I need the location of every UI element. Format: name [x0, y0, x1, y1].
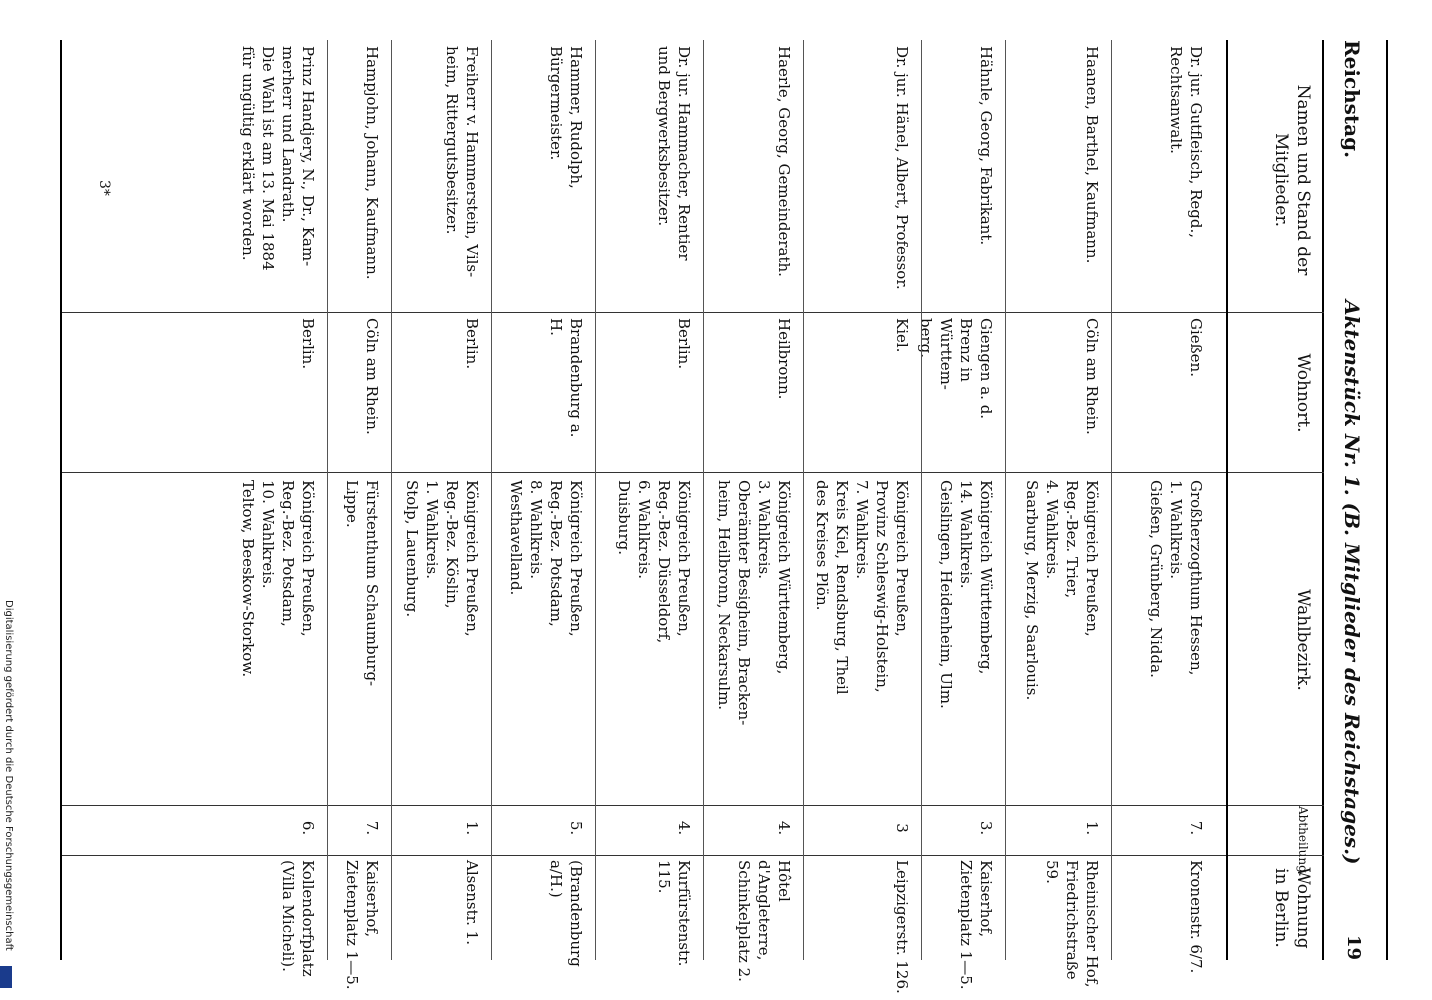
division-number: 1. — [463, 820, 481, 836]
row-divider — [703, 40, 704, 960]
electoral-district: Königreich Preußen, Reg.-Bez. Trier, 4. Wahlkreis. Saarburg, Merzig, Saarlouis. — [1023, 480, 1101, 701]
header-left: Reichstag. — [1340, 40, 1364, 159]
header-bottom-rule — [1226, 40, 1228, 960]
electoral-district: Königreich Preußen, Reg.-Bez. Düsseldorf, 6. Wahlkreis. Duisburg. — [615, 480, 693, 644]
electoral-district: Großherzogthum Hessen, 1. Wahlkreis. Gießen, Grünberg, Nidda. — [1147, 480, 1205, 678]
member-name: Haerle, Georg, Gemeinderath. — [775, 46, 793, 277]
berlin-address: (Brandenburg a/H.) — [547, 860, 585, 967]
column-header-wahlbezirk: Wahlbezirk. — [1293, 589, 1313, 691]
margin-note — [0, 600, 14, 980]
division-number: 1. — [1083, 820, 1101, 836]
member-name: Hampjohn, Johann, Kaufmann. — [363, 46, 381, 280]
column-header-names: Namen und Stand der Mitglieder. — [1271, 84, 1313, 276]
electoral-district: Fürstenthum Schaumburg- Lippe. — [343, 480, 381, 687]
electoral-district: Königreich Württemberg, 14. Wahlkreis. Geislingen, Heidenheim, Ulm. — [937, 480, 995, 709]
column-header-abtheilung: Abtheilung. — [1296, 806, 1310, 877]
member-name: Freiherr v. Hammerstein, Vils- heim, Rittergutsbesitzer. — [443, 46, 481, 278]
signature-mark: 3* — [96, 180, 112, 196]
berlin-address: Alsenstr. 1. — [463, 860, 481, 945]
funding-note: Digitalisierung gefördert durch die Deutsche Forschungsgemeinschaft — [3, 600, 14, 951]
member-residence: Berlin. — [463, 318, 481, 370]
electoral-district: Königreich Württemberg, 3. Wahlkreis. Oberämter Besigheim, Bracken- heim, Heilbronn, Neckarsulm. — [715, 480, 793, 726]
row-divider — [491, 40, 492, 960]
division-number: 5. — [567, 820, 585, 836]
member-name: Prinz Handjery, N., Dr., Kam- merherr und Landrath. Die Wahl ist am 13. Mai 1884 für ungültig erklärt worden. — [239, 46, 317, 271]
member-residence: Cöln am Rhein. — [1083, 318, 1101, 435]
division-number: 4. — [675, 820, 693, 836]
row-divider — [595, 40, 596, 960]
berlin-address: Kronenstr. 6/7. — [1187, 860, 1205, 974]
row-divider — [803, 40, 804, 960]
column-header-wohnort: Wohnort. — [1293, 353, 1313, 433]
member-residence: Brandenburg a. H. — [547, 318, 585, 438]
table-top-rule — [1322, 40, 1324, 960]
electoral-district: Königreich Preußen, Provinz Schleswig-Holstein, 7. Wahlkreis. Kreis Kiel, Rendsburg, Theil des Kreises Plön. — [813, 480, 911, 695]
row-divider — [1005, 40, 1006, 960]
electoral-district: Königreich Preußen, Reg.-Bez. Köslin, 1. Wahlkreis. Stolp, Lauenburg. — [403, 480, 481, 637]
row-divider — [921, 40, 922, 960]
berlin-address: Leipzigerstr. 126. — [893, 860, 911, 994]
header-title: Aktenstück Nr. 1. (B. Mitglieder des Reichstages.) — [1340, 300, 1364, 865]
division-number: 3 — [893, 823, 911, 833]
electoral-district: Königreich Preußen, Reg.-Bez. Potsdam, 8. Wahlkreis. Westhavelland. — [507, 480, 585, 637]
division-number: 6. — [299, 820, 317, 836]
member-residence: Kiel. — [893, 318, 911, 353]
member-residence: Heilbronn. — [775, 318, 793, 400]
berlin-address: Rheinischer Hof, Friedrichstraße 59. — [1043, 860, 1101, 988]
column-divider — [62, 312, 1324, 313]
column-divider — [62, 805, 1324, 806]
column-divider — [62, 855, 1324, 856]
top-rule — [1386, 40, 1388, 960]
member-name: Dr. jur. Hammacher, Rentier und Bergwerksbesitzer. — [655, 46, 693, 261]
member-residence: Cöln am Rhein. — [363, 318, 381, 435]
member-name: Haanen, Barthel, Kaufmann. — [1083, 46, 1101, 264]
table-bottom-rule — [60, 40, 62, 960]
member-residence: Giengen a. d. Brenz in Württem- berg. — [917, 318, 995, 420]
row-divider — [327, 40, 328, 960]
member-residence: Berlin. — [299, 318, 317, 370]
berlin-address: Kaiserhof, Zietenplatz 1—5. — [343, 860, 381, 990]
division-number: 7. — [1187, 820, 1205, 836]
berlin-address: Kurfürstenstr. 115. — [655, 860, 693, 967]
member-name: Dr. jur. Hänel, Albert, Professor. — [893, 46, 911, 290]
member-name: Dr. jur. Gutfleisch, Regd., Rechtsanwalt. — [1167, 46, 1205, 239]
column-header-wohnung: Wohnung in Berlin. — [1271, 867, 1313, 949]
page-number: 19 — [1343, 934, 1364, 960]
column-divider — [62, 472, 1324, 473]
member-name: Hammer, Rudolph, Bürgermeister. — [547, 46, 585, 189]
dfg-logo-icon — [0, 966, 12, 988]
division-number: 4. — [775, 820, 793, 836]
member-residence: Gießen. — [1187, 318, 1205, 377]
berlin-address: Kaiserhof, Zietenplatz 1—5. — [957, 860, 995, 990]
division-number: 3. — [977, 820, 995, 836]
berlin-address: Hôtel d'Angleterre, Schinkelplatz 2. — [735, 860, 793, 982]
member-name: Hähnle, Georg, Fabrikant. — [977, 46, 995, 246]
berlin-address: Kollendorfplatz (Villa Micheli). — [279, 860, 317, 977]
page-header — [1332, 40, 1372, 960]
row-divider — [391, 40, 392, 960]
row-divider — [1111, 40, 1112, 960]
member-residence: Berlin. — [675, 318, 693, 370]
division-number: 7. — [363, 820, 381, 836]
electoral-district: Königreich Preußen, Reg.-Bez. Potsdam, 10. Wahlkreis. Teltow, Beeskow-Storkow. — [239, 480, 317, 678]
